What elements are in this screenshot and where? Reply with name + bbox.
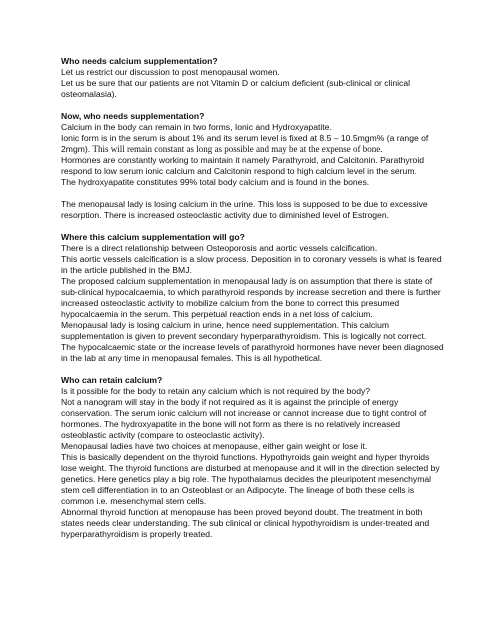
paragraph: Hormones are constantly working to maintain it namely Parathyroid, and Calcitonin. Parathyroid respond to low serum ionic calcium and Calcitonin respond to high calcium level in the serum. xyxy=(61,155,425,176)
paragraph-ionic-form-text: Ionic form is in the serum is about 1% and its serum level is fixed at 8.5 – 10.5mgm% (a range of 2mgm). xyxy=(61,133,429,154)
paragraph: Calcium in the body can remain in two forms, Ionic and Hydroxyapatite. xyxy=(61,122,332,132)
section-heading: Now, who needs supplementation? xyxy=(61,111,205,121)
paragraph: The hydroxyapatite constitutes 99% total body calcium and is found in the bones. xyxy=(61,177,370,187)
paragraph: The menopausal lady is losing calcium in the urine. This loss is supposed to be due to excessive resorption. There is increased osteoclastic activity due to diminished level of Estrogen. xyxy=(61,199,428,220)
paragraph: Menopausal lady is losing calcium in urine, hence need supplementation. This calcium supplementation is given to prevent secondary hyperparathyroidism. This is logically not correct. xyxy=(61,320,427,341)
paragraph: Abnormal thyroid function at menopause has been proved beyond doubt. The treatment in both states needs clear understanding. The sub clinical or clinical hypothyroidism is under-treated and hyperparathyroidism is properly treated. xyxy=(61,507,430,539)
paragraph: The proposed calcium supplementation in menopausal lady is on assumption that there is state of sub-clinical hypocalcaemia, to which parathyroid responds by increase secretion and there is further increased osteoclastic activity to mobilize calcium from the bone to correct this presumed hypocalcaemia in the serum. This perpetual reaction ends in a net loss of calcium. xyxy=(61,276,441,319)
document-page xyxy=(61,56,445,551)
paragraph: Let us be sure that our patients are not Vitamin D or calcium deficient (sub-clinical or clinical osteomalasia). xyxy=(61,78,411,99)
section-heading: Who needs calcium supplementation? xyxy=(61,56,218,66)
paragraph-ionic-form xyxy=(61,133,445,155)
paragraph: There is a direct relationship between Osteoporosis and aortic vessels calcification. xyxy=(61,243,378,253)
paragraph: Not a nanogram will stay in the body if not required as it is against the principle of energy conservation. The serum ionic calcium will not increase or cannot increase due to tight control of hormones. The hydroxyapatite in the bone will not form as there is no relatively increased osteoblastic activity (compare to osteoclastic activity). xyxy=(61,397,427,440)
section-heading: Where this calcium supplementation will go? xyxy=(61,232,245,242)
section-who-needs-supplementation xyxy=(61,56,445,100)
paragraph: This is basically dependent on the thyroid functions. Hypothyroids gain weight and hyper thyroids lose weight. The thyroid functions are disturbed at menopause and it will in the direction selected by genetics. Here genetics play a big role. The hypothalamus decides the pleuripotent mesenchymal stem cell differentiation in to an Osteoblast or an Adipocyte. The lineage of both these cells is common i.e. mesenchymal stem cells. xyxy=(61,452,440,506)
section-menopausal-loss xyxy=(61,199,445,221)
paragraph: Menopausal ladies have two choices at menopause, either gain weight or lose it. xyxy=(61,441,368,451)
section-who-can-retain xyxy=(61,375,445,540)
section-where-supplementation-goes xyxy=(61,232,445,364)
paragraph: Is it possible for the body to retain any calcium which is not required by the body? xyxy=(61,386,371,396)
section-now-who-needs xyxy=(61,111,445,188)
section-heading: Who can retain calcium? xyxy=(61,375,163,385)
serif-sentence: This will remain constant as long as possible and may be at the expense of bone. xyxy=(92,144,383,154)
paragraph: This aortic vessels calcification is a slow process. Deposition in to coronary vessels is what is feared in the article published in the BMJ. xyxy=(61,254,442,275)
paragraph: Let us restrict our discussion to post menopausal women. xyxy=(61,67,280,77)
paragraph: The hypocalcaemic state or the increase levels of parathyroid hormones have never been diagnosed in the lab at any time in menopausal females. This is all hypothetical. xyxy=(61,342,444,363)
